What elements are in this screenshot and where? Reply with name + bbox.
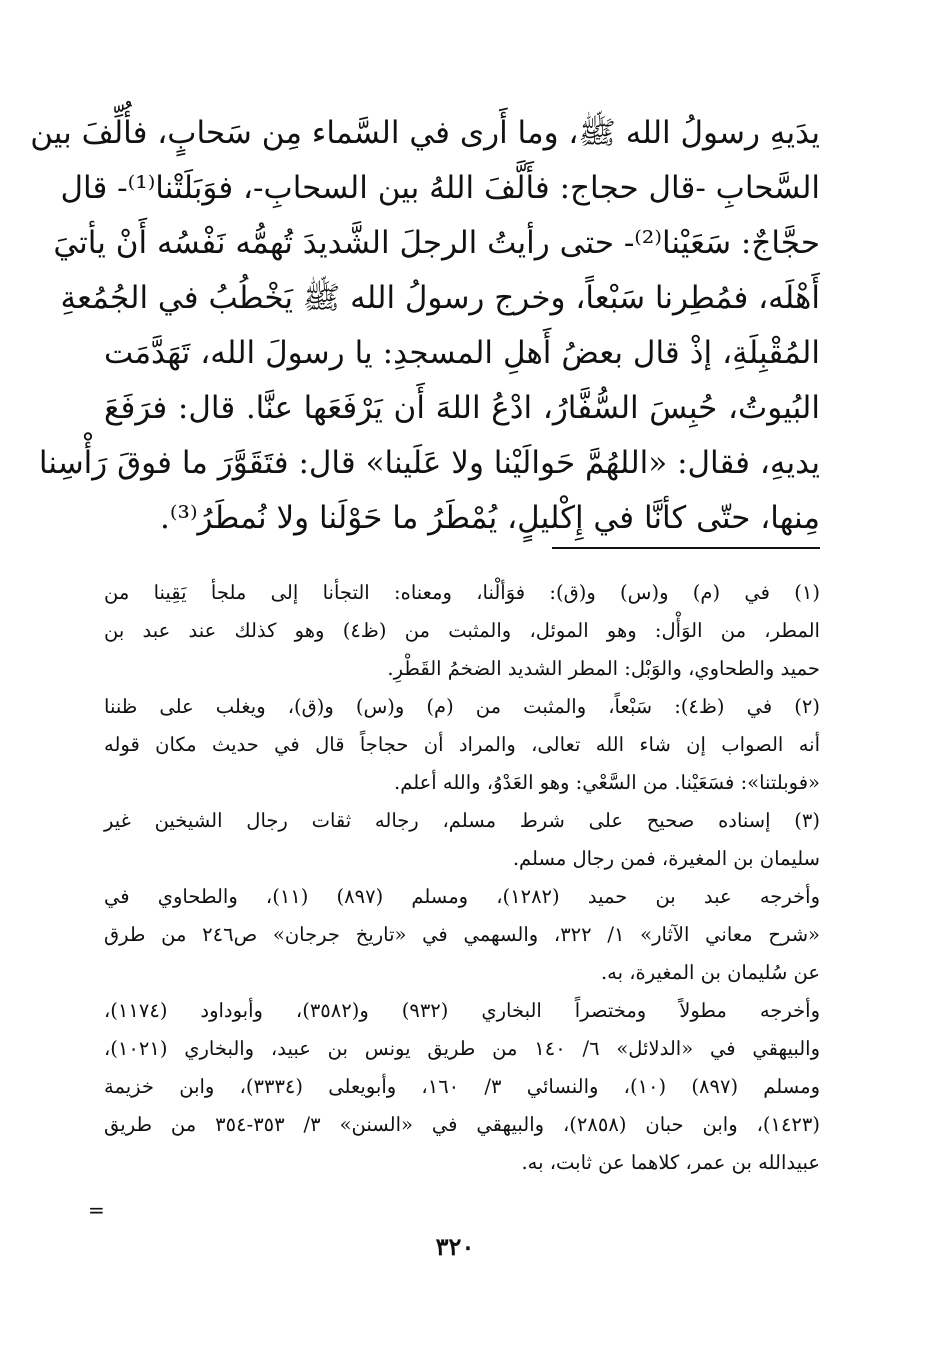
footnote-line: المطر، من الوَأْل: وهو الموئل، والمثبت من (ظ٤) وهو كذلك عند عبد بن bbox=[104, 619, 820, 642]
main-text-line: أَهْلَه، فمُطِرنا سَبْعاً، وخرج رسولُ الله ﷺ يَخْطُبُ في الجُمُعةِ bbox=[60, 280, 820, 316]
footnote-3-sources-2 bbox=[104, 992, 820, 1182]
main-text-line: حجَّاجٌ: سَعَيْنا⁽²⁾- حتى رأيتُ الرجلَ الشَّديدَ تُهمُّه نَفْسُه أَنْ يأتيَ bbox=[53, 225, 820, 261]
footnote-line: والبيهقي في «الدلائل» ٦/ ١٤٠ من طريق يونس بن عبيد، والبخاري (١٠٢١)، bbox=[104, 1037, 820, 1060]
footnote-line: عبيدالله بن عمر، كلاهما عن ثابت، به. bbox=[521, 1151, 820, 1174]
footnotes bbox=[104, 574, 820, 1182]
footnote-line: عن سُليمان بن المغيرة، به. bbox=[600, 961, 820, 984]
footnote-line: (١) في (م) و(س) و(ق): فوَألْنا، ومعناه: التجأنا إلى ملجأ يَقِينا من bbox=[104, 581, 820, 604]
footnote-line: سليمان بن المغيرة، فمن رجال مسلم. bbox=[512, 847, 820, 870]
continuation-mark: = bbox=[88, 1198, 105, 1222]
main-text bbox=[30, 106, 820, 546]
footnote-line: وأخرجه عبد بن حميد (١٢٨٢)، ومسلم (٨٩٧) (١١)، والطحاوي في bbox=[104, 885, 820, 908]
footnote-line: حميد والطحاوي، والوَبْل: المطر الشديد الضخمُ القَطْرِ. bbox=[387, 657, 820, 680]
footnote-line: أنه الصواب إن شاء الله تعالى، والمراد أن حجاجاً قال في حديث مكان قوله bbox=[104, 733, 820, 756]
footnote-line: (١٤٢٣)، وابن حبان (٢٨٥٨)، والبيهقي في «السنن» ٣/ ٣٥٣-٣٥٤ من طريق bbox=[104, 1113, 820, 1136]
footnote-line: (٢) في (ظ٤): سَبْعاً، والمثبت من (م) و(س) و(ق)، ويغلب على ظننا bbox=[104, 695, 820, 718]
footnote-1 bbox=[104, 574, 820, 688]
main-text-line: المُقْبِلَةِ، إذْ قال بعضُ أَهلِ المسجدِ: يا رسولَ الله، تَهَدَّمَت bbox=[104, 335, 820, 371]
page-number: ٣٢٠ bbox=[435, 1232, 475, 1261]
main-text-line: السَّحابِ -قال حجاج: فأَلَّفَ اللهُ بين السحابِ-، فوَبَلَتْنا⁽¹⁾- قال bbox=[60, 170, 820, 206]
footnote-line: «شرح معاني الآثار» ١/ ٣٢٢، والسهمي في «تاريخ جرجان» ص٢٤٦ من طرق bbox=[104, 923, 820, 946]
footnote-divider bbox=[552, 547, 820, 549]
footnote-3 bbox=[104, 802, 820, 878]
main-text-line: يدَيهِ رسولُ الله ﷺ، وما أَرى في السَّماء مِن سَحابٍ، فأُلِّفَ بين bbox=[30, 115, 820, 151]
main-text-line: يديهِ، فقال: «اللهُمَّ حَوالَيْنا ولا عَلَينا» قال: فتَقَوَّرَ ما فوقَ رَأْسِنا bbox=[38, 445, 820, 481]
footnote-line: «فوبلتنا»: فسَعَيْنا. من السَّعْي: وهو العَدْوُ، والله أعلم. bbox=[394, 771, 820, 794]
main-text-line: البُيوتُ، حُبِسَ السُّفَّارُ، ادْعُ اللهَ أَن يَرْفَعَها عنَّا. قال: فرَفَعَ bbox=[104, 390, 820, 426]
footnote-line: ومسلم (٨٩٧) (١٠)، والنسائي ٣/ ١٦٠، وأبويعلى (٣٣٣٤)، وابن خزيمة bbox=[104, 1075, 820, 1098]
main-text-line: مِنها، حتّى كأنَّا في إِكْليلٍ، يُمْطَرُ ما حَوْلَنا ولا نُمطَرُ⁽³⁾. bbox=[160, 500, 820, 536]
footnote-3-sources-1 bbox=[104, 878, 820, 992]
footnote-line: (٣) إسناده صحيح على شرط مسلم، رجاله ثقات رجال الشيخين غير bbox=[104, 809, 820, 832]
footnote-2 bbox=[104, 688, 820, 802]
footnote-line: وأخرجه مطولاً ومختصراً البخاري (٩٣٢) و(٣٥٨٢)، وأبوداود (١١٧٤)، bbox=[104, 999, 820, 1022]
